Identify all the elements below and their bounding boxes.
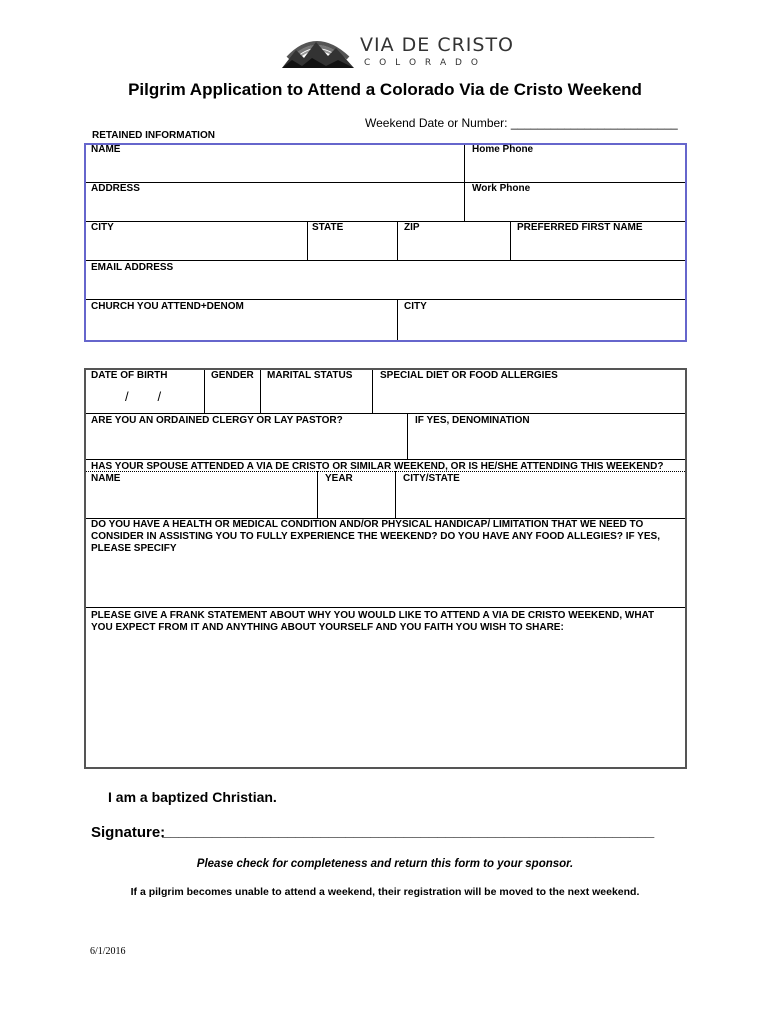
denomination-label: IF YES, DENOMINATION bbox=[415, 415, 530, 426]
address-label: ADDRESS bbox=[91, 183, 140, 194]
baptized-statement: I am a baptized Christian. bbox=[108, 789, 277, 805]
page-title: Pilgrim Application to Attend a Colorado Via de Cristo Weekend bbox=[128, 80, 642, 99]
spouse-name-field[interactable] bbox=[86, 472, 317, 518]
signature-label: Signature: bbox=[91, 824, 166, 841]
date-of-birth-slashes: / / bbox=[125, 389, 162, 404]
spouse-question-label: HAS YOUR SPOUSE ATTENDED A VIA DE CRISTO OR SIMILAR WEEKEND, OR IS HE/SHE ATTENDING THIS WEEKEND? bbox=[91, 461, 664, 472]
church-city-label: CITY bbox=[404, 301, 427, 312]
completeness-note: Please check for completeness and return this form to your sponsor. bbox=[196, 858, 574, 870]
name-label: NAME bbox=[91, 144, 121, 155]
mountain-logo-icon bbox=[282, 28, 354, 70]
clergy-question-label: ARE YOU AN ORDAINED CLERGY OR LAY PASTOR? bbox=[91, 415, 343, 426]
special-diet-label: SPECIAL DIET OR FOOD ALLERGIES bbox=[380, 370, 558, 381]
spouse-year-label: YEAR bbox=[325, 473, 353, 484]
logo bbox=[282, 28, 515, 72]
church-label: CHURCH YOU ATTEND+DENOM bbox=[91, 301, 244, 312]
form-date: 6/1/2016 bbox=[90, 946, 126, 957]
state-label: STATE bbox=[312, 222, 344, 233]
work-phone-label: Work Phone bbox=[472, 183, 531, 194]
address-field[interactable] bbox=[86, 183, 464, 221]
statement-question-line2: YOU EXPECT FROM IT AND ANYTHING ABOUT YOURSELF AND YOU FAITH YOU WISH TO SHARE: bbox=[91, 622, 564, 633]
home-phone-label: Home Phone bbox=[472, 144, 534, 155]
health-question-line2: CONSIDER IN ASSISTING YOU TO FULLY EXPERIENCE THE WEEKEND? DO YOU HAVE ANY FOOD ALLEGIES? IF YES, bbox=[91, 531, 660, 542]
name-field[interactable] bbox=[86, 145, 464, 182]
logo-line2: C O L O R A D O bbox=[364, 58, 481, 68]
email-label: EMAIL ADDRESS bbox=[91, 262, 174, 273]
health-question-line3: PLEASE SPECIFY bbox=[91, 543, 177, 554]
retained-information-label: RETAINED INFORMATION bbox=[92, 130, 215, 141]
statement-question-line1: PLEASE GIVE A FRANK STATEMENT ABOUT WHY YOU WOULD LIKE TO ATTEND A VIA DE CRISTO WEEKEND, WHAT bbox=[91, 610, 655, 621]
gender-label: GENDER bbox=[211, 370, 254, 381]
church-city-field[interactable] bbox=[398, 300, 685, 340]
date-of-birth-label: DATE OF BIRTH bbox=[91, 370, 168, 381]
spouse-name-label: NAME bbox=[91, 473, 121, 484]
signature-line[interactable]: ___________________________________________________________ bbox=[162, 823, 655, 840]
zip-label: ZIP bbox=[404, 222, 420, 233]
city-label: CITY bbox=[91, 222, 114, 233]
registration-note: If a pilgrim becomes unable to attend a weekend, their registration will be moved to the next weekend. bbox=[130, 886, 640, 898]
spouse-city-state-label: CITY/STATE bbox=[403, 473, 460, 484]
email-field[interactable] bbox=[86, 261, 685, 299]
weekend-date-label: Weekend Date or Number: _________________________ bbox=[365, 116, 678, 130]
health-question-line1: DO YOU HAVE A HEALTH OR MEDICAL CONDITION AND/OR PHYSICAL HANDICAP/ LIMITATION THAT WE NEED TO bbox=[91, 519, 644, 530]
marital-status-label: MARITAL STATUS bbox=[267, 370, 353, 381]
city-field[interactable] bbox=[86, 222, 307, 260]
logo-line1: VIA DE CRISTO bbox=[360, 34, 515, 56]
preferred-first-name-label: PREFERRED FIRST NAME bbox=[517, 222, 643, 233]
